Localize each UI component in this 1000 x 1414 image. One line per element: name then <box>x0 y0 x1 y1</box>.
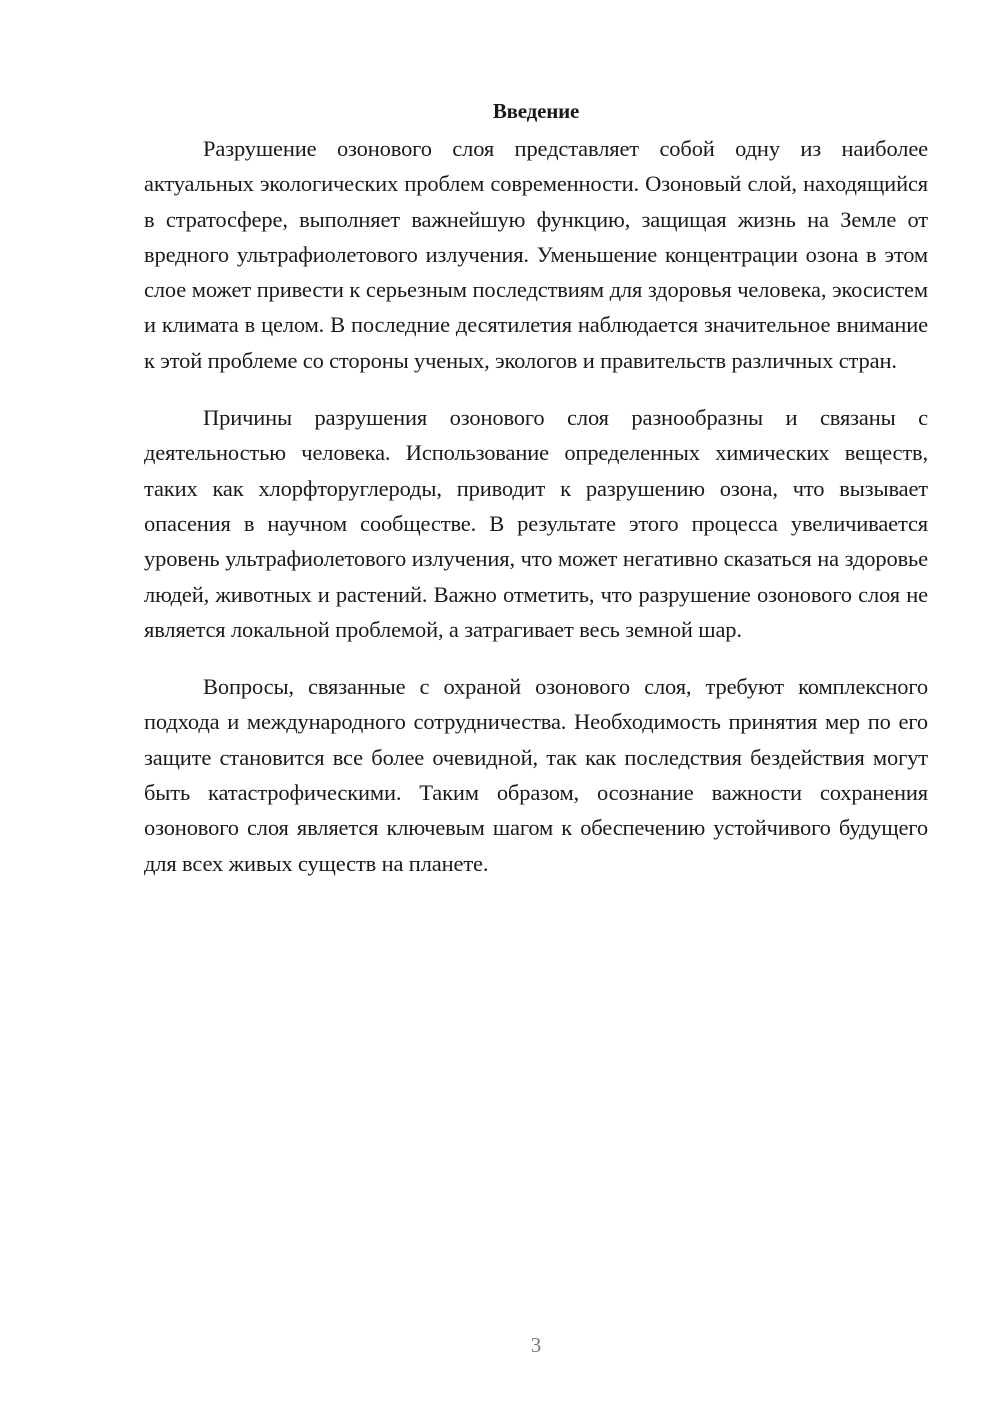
section-title: Введение <box>492 99 580 123</box>
paragraph-2: Причины разрушения озонового слоя разнообразны и связаны с деятельностью человека. Использование определенных химических веществ, таких как хлорфторуглероды, приводит к разрушению озона, что вызывает опасения в научном сообществе. В результате этого процесса увеличивается уровень ультрафиолетового излучения, что может негативно сказаться на здоровье людей, животных и растений. Важно отметить, что разрушение озонового слоя не является локальной проблемой, а затрагивает весь земной шар. <box>144 405 928 642</box>
page-content <box>144 96 928 903</box>
paragraph-3: Вопросы, связанные с охраной озонового слоя, требуют комплексного подхода и международного сотрудничества. Необходимость принятия мер по его защите становится все более очевидной, так как последствия бездействия могут быть катастрофическими. Таким образом, осознание важности сохранения озонового слоя является ключевым шагом к обеспечению устойчивого будущего для всех живых существ на планете. <box>144 674 928 876</box>
page-number: 3 <box>530 1333 542 1357</box>
paragraph-1: Разрушение озонового слоя представляет собой одну из наиболее актуальных экологических проблем современности. Озоновый слой, находящийся в стратосфере, выполняет важнейшую функцию, защищая жизнь на Земле от вредного ультрафиолетового излучения. Уменьшение концентрации озона в этом слое может привести к серьезным последствиям для здоровья человека, экосистем и климата в целом. В последние десятилетия наблюдается значительное внимание к этой проблеме со стороны ученых, экологов и правительств различных стран. <box>144 136 928 373</box>
